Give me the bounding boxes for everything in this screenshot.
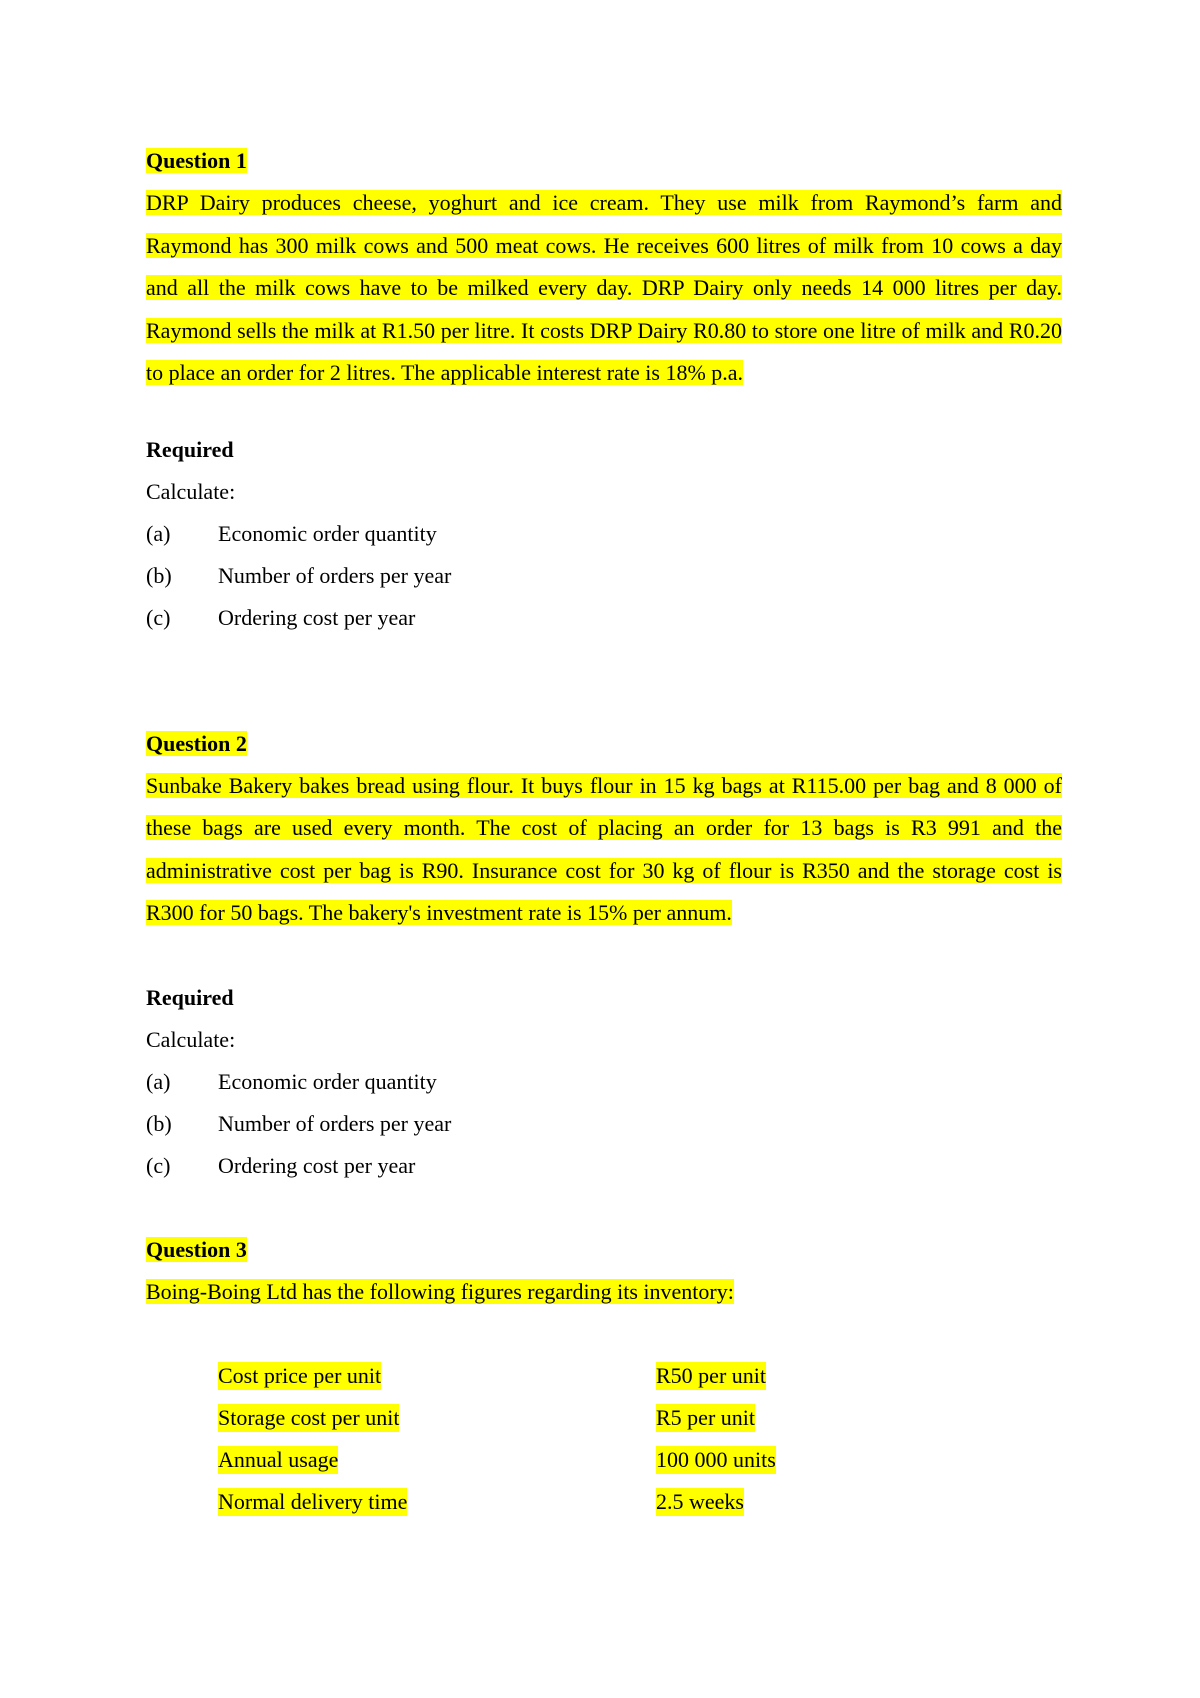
table-row	[218, 1397, 776, 1439]
question-1	[146, 140, 1062, 639]
item-text: Ordering cost per year	[218, 1152, 416, 1178]
item-label: (b)	[146, 562, 172, 588]
table-cell-value: R5 per unit	[656, 1405, 755, 1430]
question-2-required: Required	[146, 984, 234, 1010]
table-cell-value: R50 per unit	[656, 1363, 766, 1388]
question-1-item-b	[146, 555, 1062, 597]
item-label: (c)	[146, 604, 171, 630]
item-text: Ordering cost per year	[218, 604, 416, 630]
question-3-title: Question 3	[146, 1236, 247, 1262]
question-2	[146, 723, 1062, 1187]
question-2-title: Question 2	[146, 730, 247, 756]
question-2-item-b	[146, 1103, 1062, 1145]
table-cell-key: Annual usage	[218, 1447, 339, 1472]
table-cell-value: 100 000 units	[656, 1447, 776, 1472]
question-2-item-c	[146, 1145, 1062, 1187]
table-cell-key: Storage cost per unit	[218, 1405, 400, 1430]
question-3	[146, 1229, 1062, 1524]
question-2-calculate: Calculate:	[146, 1026, 236, 1052]
item-label: (a)	[146, 520, 171, 546]
question-1-calculate: Calculate:	[146, 478, 236, 504]
question-1-title: Question 1	[146, 148, 247, 173]
table-row	[218, 1439, 776, 1481]
table-cell-key: Normal delivery time	[218, 1489, 408, 1514]
question-1-body: DRP Dairy produces cheese, yoghurt and ice cream. They use milk from Raymond’s farm and Raymond has 300 milk cows and 500 meat cows. He receives 600 litres of milk from 10 cows a day and all the milk cows have to be milked every day. DRP Dairy only needs 14 000 litres per day. Raymond sells the milk at R1.50 per litre. It costs DRP Dairy R0.80 to store one litre of milk and R0.20 to place an order for 2 litres. The applicable interest rate is 18% p.a.	[146, 190, 1062, 385]
table-cell-value: 2.5 weeks	[656, 1489, 744, 1514]
table-cell-key: Cost price per unit	[218, 1363, 382, 1388]
item-text: Economic order quantity	[218, 520, 437, 546]
table-row	[218, 1355, 776, 1397]
item-text: Number of orders per year	[218, 1110, 452, 1136]
question-1-item-a	[146, 513, 1062, 555]
item-label: (b)	[146, 1110, 172, 1136]
inventory-table	[218, 1355, 776, 1523]
item-text: Number of orders per year	[218, 562, 452, 588]
document-content	[146, 140, 1062, 1523]
item-text: Economic order quantity	[218, 1068, 437, 1094]
question-2-body: Sunbake Bakery bakes bread using flour. It buys flour in 15 kg bags at R115.00 per bag and 8 000 of these bags are used every month. The cost of placing an order for 13 bags is R3 991 and the administrative cost per bag is R90. Insurance cost for 30 kg of flour is R350 and the storage cost is R300 for 50 bags. The bakery's investment rate is 15% per annum.	[146, 772, 1062, 925]
question-3-body: Boing-Boing Ltd has the following figures regarding its inventory:	[146, 1278, 734, 1304]
question-1-item-c	[146, 597, 1062, 639]
table-row	[218, 1481, 776, 1523]
question-2-item-a	[146, 1061, 1062, 1103]
item-label: (a)	[146, 1068, 171, 1094]
question-1-required: Required	[146, 436, 234, 462]
item-label: (c)	[146, 1152, 171, 1178]
